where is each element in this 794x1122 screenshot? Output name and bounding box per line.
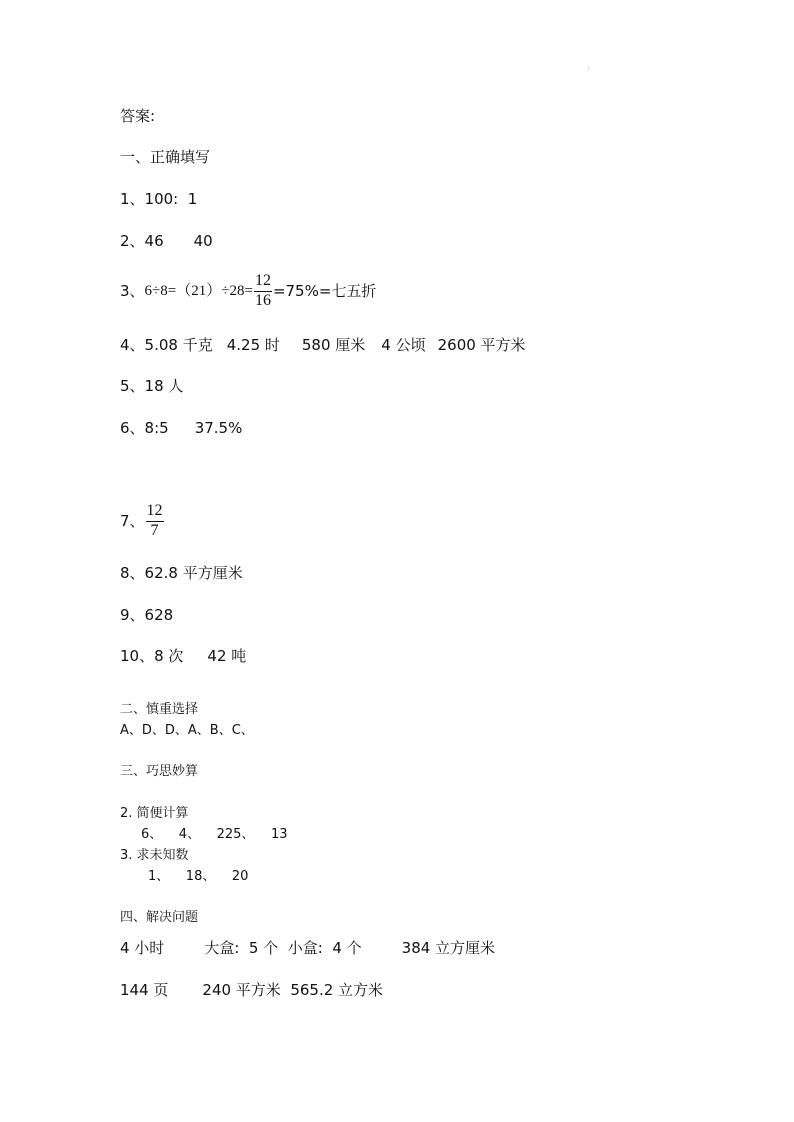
item-number: 10、: [120, 647, 155, 665]
item-number: 7、: [120, 511, 145, 530]
item-expression-tail: =75%=七五折: [272, 281, 377, 300]
section3-sub2-answers: 6、 4、 225、 13: [141, 827, 288, 842]
item-answer: 4.25 时: [226, 336, 280, 354]
item-number: 9、: [120, 606, 145, 624]
item-answer: 46: [144, 232, 164, 250]
answer-item-1: [120, 192, 197, 207]
scan-speck: [588, 68, 589, 69]
item-answer: 37.5%: [194, 419, 243, 437]
item-number: 3、: [120, 281, 145, 300]
fraction-denominator: 7: [150, 521, 159, 539]
problem-answer: 240 平方米 565.2 立方米: [202, 981, 384, 999]
item-answer: 2600 平方米: [437, 336, 526, 354]
section4-heading: 四、解决问题: [120, 910, 199, 925]
fraction-numerator: 12: [254, 273, 272, 292]
item-number: 8、: [120, 564, 145, 582]
item-answer: 62.8 平方厘米: [144, 564, 243, 582]
answer-item-7: [120, 503, 165, 540]
answer-item-4: [120, 338, 526, 353]
item-answer: 8 次: [154, 647, 184, 665]
item-answer: 8:5: [144, 419, 169, 437]
section2-answers: A、D、D、A、B、C、: [120, 723, 254, 738]
answer-item-3: [120, 273, 376, 310]
section4-row-1: [120, 941, 495, 956]
section3-sub2-heading: 2. 简便计算: [120, 806, 189, 821]
item-answer: 100: 1: [144, 190, 198, 208]
problem-answer: 大盒: 5 个 小盒: 4 个: [204, 939, 362, 957]
item-number: 5、: [120, 377, 145, 395]
fraction-numerator: 12: [146, 503, 164, 522]
answer-item-9: [120, 608, 173, 623]
problem-answer: 4 小时: [120, 939, 165, 957]
item-answer: 42 吨: [207, 647, 247, 665]
item-number: 1、: [120, 190, 145, 208]
item-number: 2、: [120, 232, 145, 250]
item-answer: 4 公顷: [381, 336, 426, 354]
item-expression: 6÷8=（21）÷28=: [144, 282, 253, 299]
section2-heading: 二、慎重选择: [120, 702, 199, 717]
problem-answer: 384 立方厘米: [401, 939, 496, 957]
item-answer: 628: [144, 606, 174, 624]
item-number: 6、: [120, 419, 145, 437]
fraction: [254, 273, 272, 310]
item-answer: 40: [193, 232, 213, 250]
fraction-denominator: 16: [254, 291, 271, 309]
answer-item-2: [120, 234, 213, 249]
answer-item-8: [120, 566, 243, 581]
section3-heading: 三、巧思妙算: [120, 764, 199, 779]
section3-sub3-heading: 3. 求未知数: [120, 848, 189, 863]
fraction: [146, 503, 164, 540]
section4-row-2: [120, 983, 383, 998]
answer-item-6: [120, 421, 242, 436]
item-answer: 580 厘米: [301, 336, 366, 354]
answer-item-10: [120, 649, 246, 664]
section3-sub3-answers: 1、 18、 20: [148, 869, 249, 884]
section1-heading: 一、正确填写: [120, 148, 211, 166]
problem-answer: 144 页: [120, 981, 169, 999]
item-answer: 18 人: [144, 377, 184, 395]
answer-title: 答案:: [120, 107, 156, 125]
item-number: 4、: [120, 336, 145, 354]
item-answer: 5.08 千克: [144, 336, 213, 354]
answer-item-5: [120, 379, 183, 394]
